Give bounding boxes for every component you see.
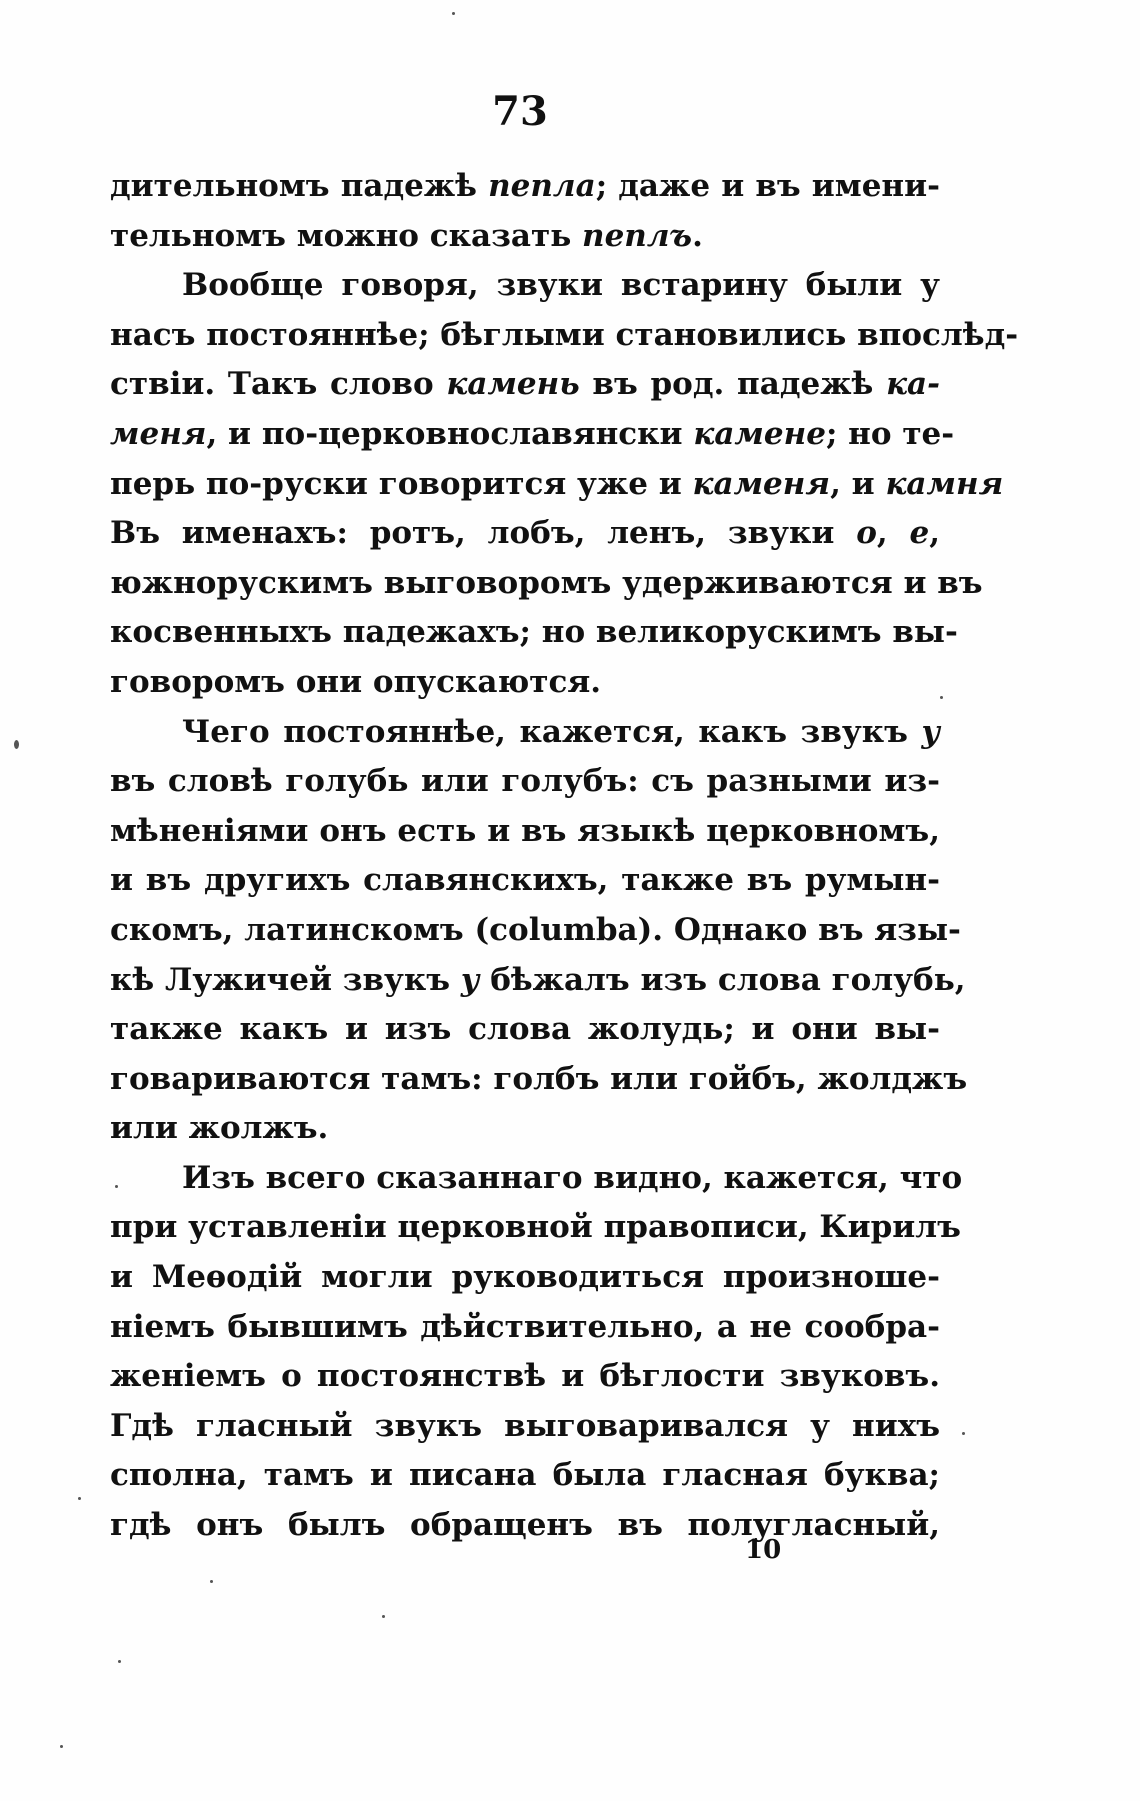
text-line [110,410,955,460]
text-line [110,1402,940,1452]
text-line [110,1005,940,1055]
text-line [110,1154,963,1204]
text-line [110,212,940,262]
text-run: , [929,515,940,552]
text-run: южнорускимъ выговоромъ удерживаются и въ [110,564,983,601]
text-run: , [876,515,910,552]
text-run: и въ другихъ славянскихъ, также въ румын- [110,862,940,899]
text-line [110,1501,940,1551]
text-run: гдѣ онъ былъ обращенъ въ полугласный, [110,1507,940,1544]
signature-mark: 10 [745,1535,782,1565]
text-run: ствіи. Такъ слово [110,366,447,403]
scan-speck [118,1660,121,1663]
italic-word: ка- [886,366,940,403]
text-line [110,856,940,906]
italic-word: каменя [692,465,831,502]
scan-speck [210,1580,213,1583]
scan-speck [940,696,943,699]
text-line [110,1352,940,1402]
text-line [110,1451,940,1501]
text-run: перь по-руски говорится уже и [110,465,693,502]
page-body-text [110,162,1019,1551]
italic-word: пеплъ [582,217,693,254]
text-line [110,559,983,609]
text-run: говоромъ они опускаются. [110,663,602,700]
text-line [110,1055,968,1105]
text-run: косвенныхъ падежахъ; но великорускимъ вы- [110,614,958,651]
text-run: дительномъ падежѣ [110,168,489,204]
italic-word: меня [110,415,207,452]
text-run: Вообще говоря, звуки встарину были у [182,267,940,304]
text-line [110,360,940,410]
text-line [110,1104,940,1154]
italic-word: е [909,515,930,552]
italic-word: пепла [488,168,596,204]
scan-speck [115,1185,118,1188]
italic-word: камня [885,465,1004,502]
text-run: говариваются тамъ: голбъ или гойбъ, жолджъ [110,1060,968,1097]
text-line [110,460,1004,510]
text-run: Гдѣ гласный звукъ выговаривался у нихъ [110,1407,940,1444]
text-run: , и по-церковнославянски [206,415,694,452]
italic-word: камень [446,366,580,403]
text-line [110,708,940,758]
scan-speck [78,1497,81,1500]
text-line [110,1203,961,1253]
text-line [110,311,1019,361]
text-run: , и [830,465,886,502]
text-run: . [692,217,703,254]
text-run: въ род. падежѣ [579,366,887,403]
text-line [110,807,940,857]
text-line [110,906,961,956]
text-run: также какъ и изъ слова жолудь; и они вы- [110,1011,940,1048]
text-line [110,658,940,708]
italic-word: у [921,713,940,750]
scan-speck [382,1615,385,1618]
text-run: Чего постояннѣе, кажется, какъ звукъ [182,713,922,750]
text-line [110,956,966,1006]
text-run: Въ именахъ: ротъ, лобъ, ленъ, звуки [110,515,857,552]
text-run: сполна, тамъ и писана была гласная буква; [110,1457,940,1494]
text-line [110,757,940,807]
text-run: ; даже и въ имени- [595,168,940,204]
text-run: при уставленіи церковной правописи, Кирилъ [110,1209,961,1246]
text-run: въ словѣ голубь или голубъ: съ разными из- [110,763,940,800]
text-run: или жолжъ. [110,1110,329,1147]
italic-word: у [460,961,480,998]
text-run: скомъ, латинскомъ (columba). Однако въ язы- [110,911,961,948]
text-run: Изъ всего сказаннаго видно, кажется, что [182,1159,963,1196]
italic-word: камене [693,415,826,452]
text-run: ; но те- [825,415,955,452]
text-line [110,608,958,658]
text-line [110,1253,940,1303]
text-line [110,261,940,311]
scan-speck [452,12,455,15]
text-run: кѣ Лужичей звукъ [110,961,461,998]
text-run: ніемъ бывшимъ дѣйствительно, а не сообра- [110,1308,940,1345]
scan-speck [962,1432,965,1435]
scan-speck [14,740,19,749]
text-run: насъ постояннѣе; бѣглыми становились впослѣд- [110,316,1019,353]
text-line [110,509,940,559]
italic-word: о [856,515,877,552]
page-number: 73 [492,88,548,135]
scan-speck [60,1745,63,1748]
text-run: тельномъ можно сказать [110,217,583,254]
text-run: мѣненіями онъ есть и въ языкѣ церковномъ, [110,812,940,849]
text-line [110,162,940,212]
text-run: бѣжалъ изъ слова голубь, [479,961,966,998]
text-run: женіемъ о постоянствѣ и бѣглости звуковъ. [110,1358,940,1395]
text-run: и Меѳодій могли руководиться произноше- [110,1259,940,1296]
text-line [110,1303,940,1353]
